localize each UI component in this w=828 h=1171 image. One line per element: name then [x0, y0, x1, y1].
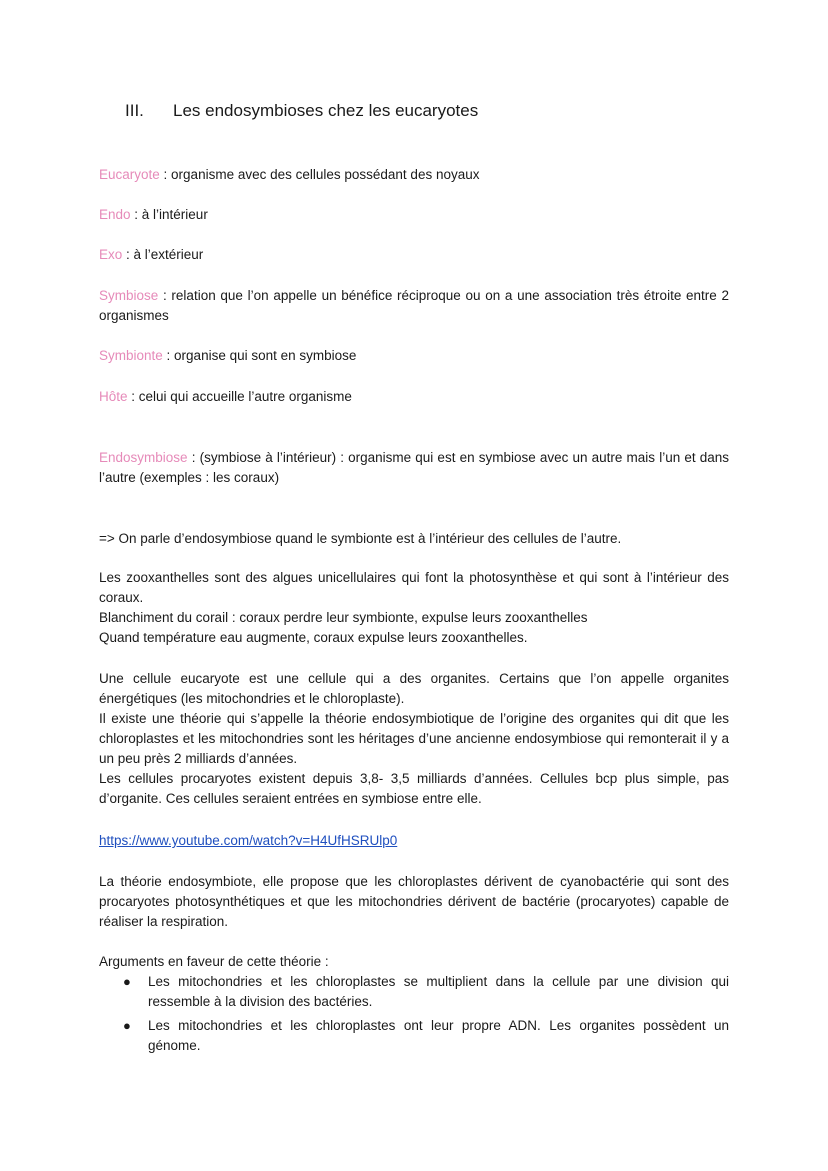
definition-symbiose [99, 286, 729, 326]
definition-text: : celui qui accueille l’autre organisme [127, 389, 352, 404]
arrow-statement: => On parle d’endosymbiose quand le symbionte est à l’intérieur des cellules de l’autre. [99, 531, 622, 546]
cellule-block [99, 669, 729, 809]
definition-exo [99, 245, 729, 265]
zooxanthelles-block [99, 568, 729, 648]
argument-text: Les mitochondries et les chloroplastes ont leur propre ADN. Les organites possèdent un génome. [148, 1018, 729, 1053]
bullet-icon: ● [123, 974, 131, 989]
arguments-intro: Arguments en faveur de cette théorie : [99, 954, 329, 969]
term-label: Symbiose [99, 288, 159, 303]
definition-hote [99, 387, 729, 407]
term-label: Endosymbiose [99, 450, 188, 465]
term-label: Endo [99, 207, 131, 222]
definition-text: : organise qui sont en symbiose [162, 348, 357, 363]
youtube-link[interactable]: https://www.youtube.com/watch?v=H4UfHSRUlp0 [99, 833, 398, 848]
definition-text: : relation que l’on appelle un bénéfice réciproque ou on a une association très étroite entre 2 organismes [99, 288, 729, 323]
definition-text: : à l’extérieur [122, 247, 204, 262]
definition-text: : organisme avec des cellules possédant des noyaux [159, 167, 480, 182]
term-label: Exo [99, 247, 123, 262]
section-title: Les endosymbioses chez les eucaryotes [173, 101, 479, 120]
argument-text: Les mitochondries et les chloroplastes se multiplient dans la cellule par une division qui ressemble à la division des bactéries. [148, 974, 729, 1009]
term-label: Eucaryote [99, 167, 160, 182]
theory-paragraph: La théorie endosymbiote, elle propose que les chloroplastes dérivent de cyanobactérie qui sont des procaryotes photosynthétiques et que les mitochondries dérivent de bactérie (procaryotes) capable de réaliser la respiration. [99, 874, 729, 929]
term-label: Hôte [99, 389, 128, 404]
bullet-icon: ● [123, 1018, 131, 1033]
definition-endosymbiose [99, 448, 729, 488]
theorie-paragraph: Il existe une théorie qui s’appelle la théorie endosymbiotique de l’origine des organites qui dit que les chloroplastes et les mitochondries sont les héritages d’une ancienne endosymbiose qui remonterait il y a un peu près 2 milliards d’années. [99, 711, 729, 766]
blanchiment-line: Blanchiment du corail : coraux perdre leur symbionte, expulse leurs zooxanthelles [99, 610, 588, 625]
definition-text: : (symbiose à l’intérieur) : organisme qui est en symbiose avec un autre mais l’un et dans l’autre (exemples : les coraux) [99, 450, 729, 485]
procaryotes-paragraph: Les cellules procaryotes existent depuis 3,8- 3,5 milliards d’années. Cellules bcp plus simple, pas d’organite. Ces cellules seraient entrées en symbiose entre elle. [99, 771, 729, 806]
cellule-paragraph: Une cellule eucaryote est une cellule qui a des organites. Certains que l’on appelle organites énergétiques (les mitochondries et le chloroplaste). [99, 671, 729, 706]
definition-text: : à l’intérieur [130, 207, 208, 222]
arguments-list [99, 972, 729, 1060]
section-number: III. [125, 101, 144, 120]
list-item [99, 972, 729, 1012]
definition-endo [99, 205, 729, 225]
term-label: Symbionte [99, 348, 163, 363]
temperature-line: Quand température eau augmente, coraux expulse leurs zooxanthelles. [99, 630, 528, 645]
zooxanthelles-line: Les zooxanthelles sont des algues unicellulaires qui font la photosynthèse et qui sont à l’intérieur des coraux. [99, 570, 729, 605]
section-heading [125, 100, 478, 122]
definition-symbionte [99, 346, 729, 366]
definition-eucaryote [99, 165, 729, 185]
list-item [99, 1016, 729, 1056]
video-link-line [99, 831, 729, 851]
